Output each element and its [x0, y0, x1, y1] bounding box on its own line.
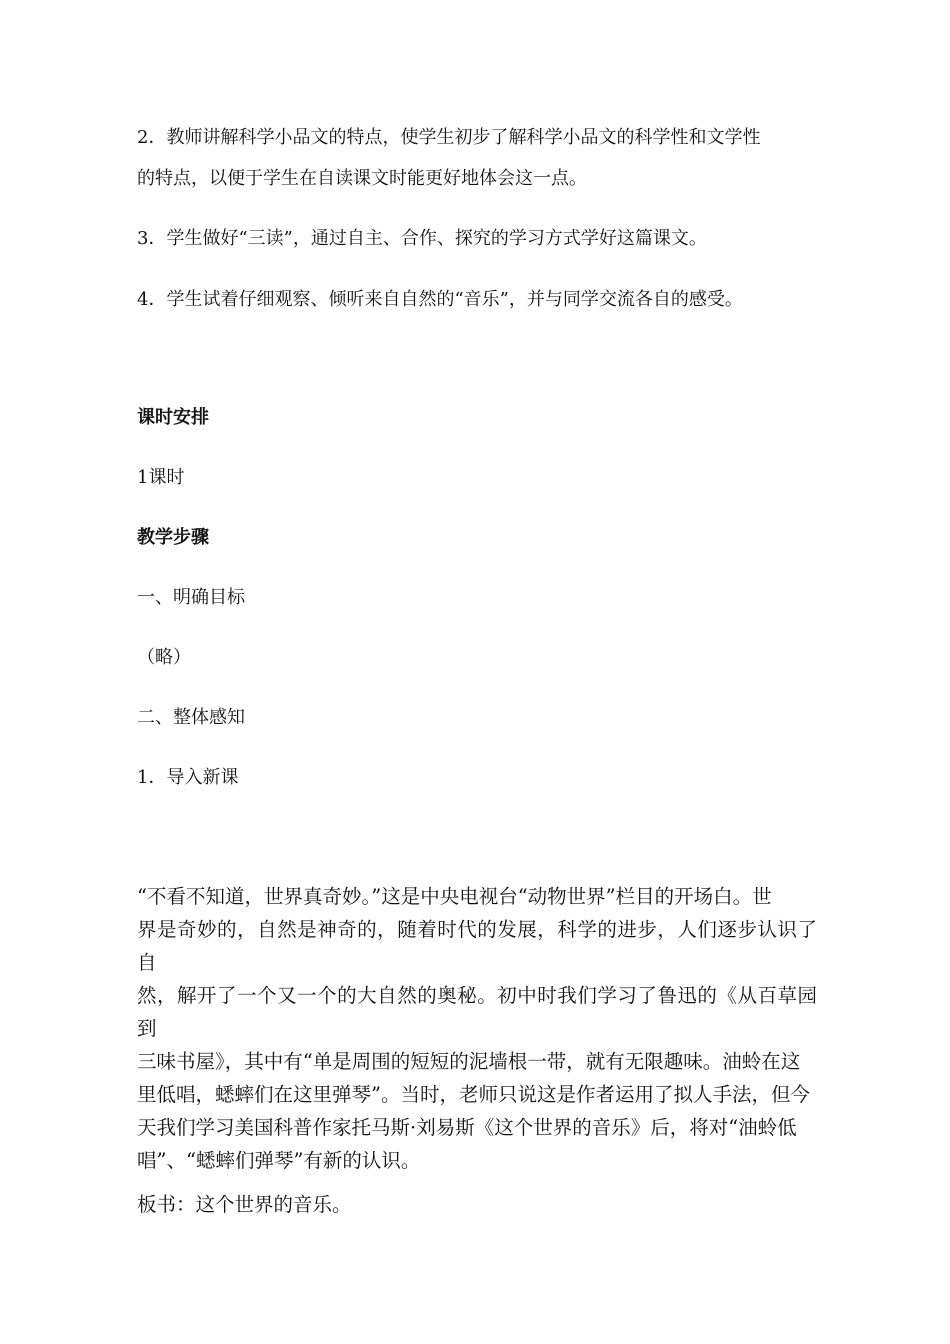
section-1-title: 一、明确目标 [137, 587, 245, 608]
section-1-note: （略） [137, 647, 191, 668]
objective-2-line-1: 2．教师讲解科学小品文的特点，使学生初步了解科学小品文的科学性和文学性 [137, 127, 761, 148]
steps-heading: 教学步骤 [137, 527, 209, 548]
objective-3: 3．学生做好“三读”，通过自主、合作、探究的学习方式学好这篇课文。 [137, 228, 707, 249]
intro-line: 界是奇妙的，自然是神奇的，随着时代的发展，科学的进步，人们逐步认识了自 [137, 918, 817, 974]
section-2-title: 二、整体感知 [137, 707, 245, 728]
intro-line: 里低唱，蟋蟀们在这里弹琴”。当时，老师只说这是作者运用了拟人手法，但今 [137, 1083, 810, 1106]
intro-line: 三味书屋》，其中有“单是周围的短短的泥墙根一带，就有无限趣味。油蛉在这 [137, 1050, 801, 1073]
schedule-heading: 课时安排 [137, 407, 209, 428]
schedule-value: 1课时 [137, 467, 185, 488]
board-note: 板书：这个世界的音乐。 [137, 1193, 352, 1216]
intro-line: 天我们学习美国科普作家托马斯·刘易斯《这个世界的音乐》后，将对“油蛉低 [137, 1116, 797, 1139]
intro-paragraph [137, 880, 817, 1177]
intro-line: 唱”、“蟋蟀们弹琴”有新的认识。 [137, 1149, 421, 1172]
objective-4: 4．学生试着仔细观察、倾听来自自然的“音乐”，并与同学交流各自的感受。 [137, 289, 743, 310]
item-1-title: 1．导入新课 [137, 767, 239, 788]
intro-line: 然，解开了一个又一个的大自然的奥秘。初中时我们学习了鲁迅的《从百草园到 [137, 984, 817, 1040]
objective-2-line-2: 的特点，以便于学生在自读课文时能更好地体会这一点。 [137, 168, 587, 189]
intro-line: “不看不知道，世界真奇妙。”这是中央电视台“动物世界”栏目的开场白。世 [137, 885, 772, 908]
